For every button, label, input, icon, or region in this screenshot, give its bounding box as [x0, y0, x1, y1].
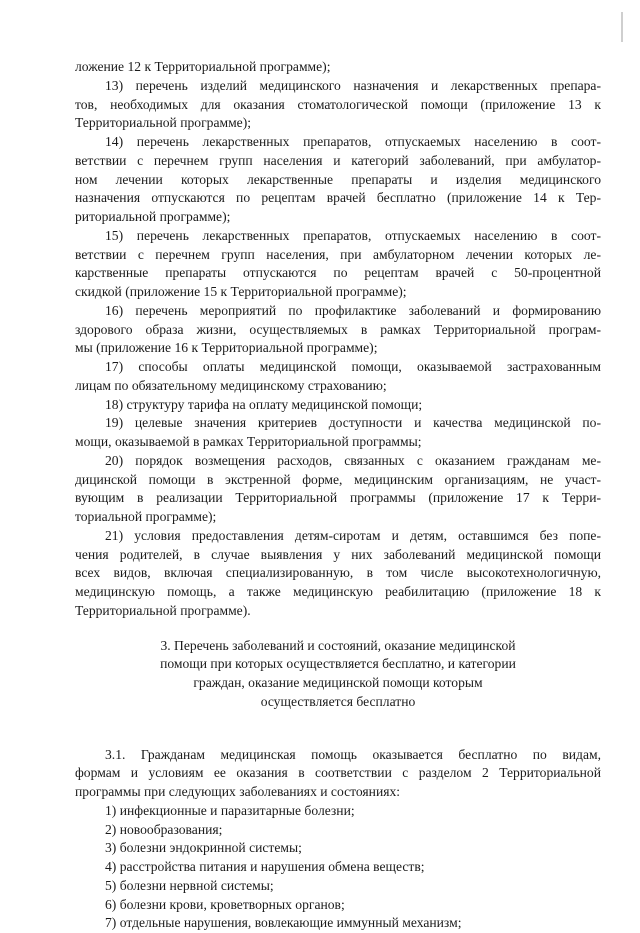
document-page [75, 58, 601, 933]
disease-list-item: 2) новообразования; [105, 821, 223, 837]
body-line: всех видов, включая специализированную, в том числе высокотехнологичную, [75, 565, 601, 581]
list-item-18-line: 18) структуру тарифа на оплату медицинской помощи; [105, 396, 423, 412]
heading-line: граждан, оказание медицинской помощи которым [193, 675, 483, 690]
body-line: риториальной программе); [75, 209, 231, 224]
paragraph-3-1-line: 3.1. Гражданам медицинская помощь оказывается бесплатно по видам, [105, 746, 601, 762]
scan-edge-mark [621, 12, 623, 42]
body-line: ложение 12 к Территориальной программе); [75, 59, 331, 74]
list-item-16-line: 16) перечень мероприятий по профилактике заболеваний и формированию [105, 302, 601, 318]
list-item-13-line: 13) перечень изделий медицинского назначения и лекарственных препара- [105, 77, 601, 93]
body-line: медицинскую помощь, а также медицинскую реабилитацию (приложение 18 к [75, 584, 601, 599]
body-line: лицам по обязательному медицинскому страхованию; [75, 377, 387, 393]
body-line: Территориальной программе); [75, 115, 252, 131]
body-line: Территориальной программе). [75, 602, 251, 618]
section-heading [75, 637, 601, 712]
body-line: формам и условиям ее оказания в соответствии с разделом 2 Территориальной [75, 765, 601, 781]
body-line: мы (приложение 16 к Территориальной программе); [75, 340, 378, 356]
disease-list-item: 3) болезни эндокринной системы; [105, 840, 302, 856]
body-line: назначения отпускаются по рецептам врачей бесплатно (приложение 14 к Тер- [75, 190, 601, 206]
body-line: программы при следующих заболеваниях и состояниях: [75, 784, 401, 799]
body-line: ном лечении которых лекарственные препараты и изделия медицинского [75, 171, 601, 187]
heading-line: осуществляется бесплатно [260, 693, 416, 709]
list-item-14-line: 14) перечень лекарственных препаратов, отпускаемых населению в соот- [105, 134, 601, 149]
disease-list-item: 5) болезни нервной системы; [105, 877, 274, 893]
body-line: ветствии с перечнем групп населения и категорий заболеваний, при амбулатор- [75, 152, 601, 168]
body-line: мощи, оказываемой в рамках Территориальной программы; [75, 434, 422, 449]
list-item-21-line: 21) условия предоставления детям-сиротам и детям, оставшимся без попе- [105, 527, 601, 543]
disease-list-item: 1) инфекционные и паразитарные болезни; [105, 802, 355, 818]
list-item-17-line: 17) способы оплаты медицинской помощи, оказываемой застрахованным [105, 359, 601, 374]
list-item-20-line: 20) порядок возмещения расходов, связанных с оказанием гражданам ме- [105, 452, 601, 468]
body-line: дицинской помощи в экстренной форме, медицинским организациям, не участ- [75, 471, 601, 487]
body-line: скидкой (приложение 15 к Территориальной программе); [75, 284, 407, 299]
list-item-19-line: 19) целевые значения критериев доступности и качества медицинской по- [105, 415, 601, 431]
heading-line: 3. Перечень заболеваний и состояний, оказание медицинской [160, 637, 516, 653]
body-line: здорового образа жизни, осуществляемых в рамках Территориальной програм- [75, 321, 601, 337]
body-line: тов, необходимых для оказания стоматологической помощи (приложение 13 к [75, 96, 601, 112]
disease-list-item: 4) расстройства питания и нарушения обмена веществ; [105, 859, 425, 874]
list-item-15-line: 15) перечень лекарственных препаратов, отпускаемых населению в соот- [105, 227, 601, 243]
body-line: вующим в реализации Территориальной программы (приложение 17 к Терри- [75, 490, 601, 506]
disease-list-item: 6) болезни крови, кроветворных органов; [105, 896, 345, 912]
section-spacer [75, 621, 601, 637]
body-line: ветствии с перечнем групп населения, при амбулаторном лечении которых ле- [75, 246, 601, 262]
heading-line: помощи при которых осуществляется бесплатно, и категории [160, 656, 516, 672]
body-line: ториальной программе); [75, 509, 217, 524]
disease-list-item: 7) отдельные нарушения, вовлекающие иммунный механизм; [105, 915, 462, 931]
section-spacer [75, 712, 601, 746]
body-line: карственные препараты отпускаются по рецептам врачей с 50-процентной [75, 265, 601, 281]
body-line: чения родителей, в случае выявления у них заболеваний медицинской помощи [75, 546, 601, 562]
